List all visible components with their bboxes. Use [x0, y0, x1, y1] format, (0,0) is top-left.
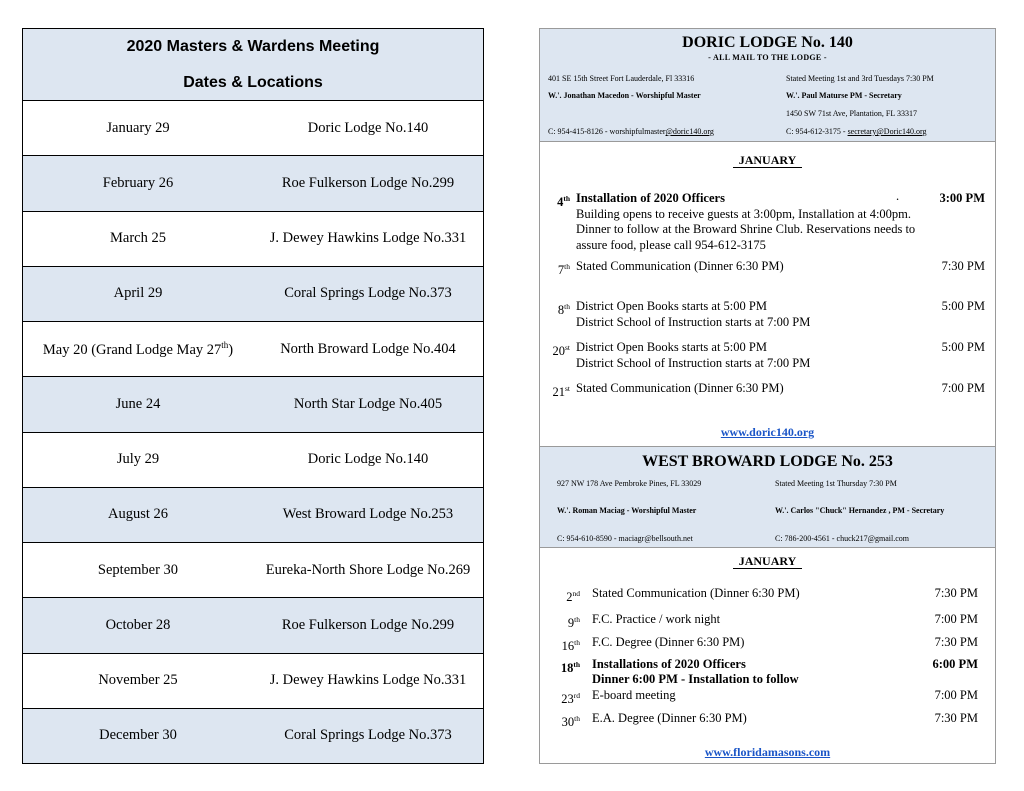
table-row	[23, 377, 483, 432]
west-master-contact: C: 954-610-8590 - maciagr@bellsouth.net	[557, 534, 693, 543]
event-description: E.A. Degree (Dinner 6:30 PM)	[592, 711, 747, 725]
event-day	[540, 340, 570, 360]
event-description: Stated Communication (Dinner 6:30 PM)	[592, 586, 800, 600]
doric-master-contact	[548, 127, 714, 136]
west-month-heading	[540, 554, 995, 569]
meeting-schedule-table	[22, 28, 484, 764]
doric-secretary-address: 1450 SW 71st Ave, Plantation, FL 33317	[786, 109, 917, 118]
event-day	[540, 299, 570, 319]
row-date: March 25	[110, 230, 166, 247]
event-day-sup: nd	[572, 589, 580, 598]
doric-secretary-contact	[786, 127, 927, 136]
row-date: January 29	[106, 119, 170, 136]
west-broward-lodge-header	[540, 446, 995, 548]
row-date: September 30	[97, 561, 179, 578]
event-title: Installations of 2020 Officers	[592, 657, 746, 671]
row-location: Coral Springs Lodge No.373	[284, 727, 452, 744]
doric-event	[540, 191, 985, 253]
doric-master-email[interactable]: @doric140.org	[665, 127, 714, 136]
event-day-num: 4	[557, 195, 564, 210]
event-description: F.C. Degree (Dinner 6:30 PM)	[592, 635, 745, 649]
west-stated-meeting: Stated Meeting 1st Thursday 7:30 PM	[775, 479, 897, 488]
event-title: District Open Books starts at 5:00 PM	[576, 299, 767, 313]
event-day	[540, 191, 570, 211]
event-day-sup: th	[564, 302, 570, 311]
table-row	[23, 433, 483, 488]
row-date	[23, 340, 253, 359]
event-day-sup: th	[573, 660, 580, 669]
event-day-num: 30	[561, 715, 575, 730]
row-date: October 28	[105, 616, 171, 633]
west-event	[550, 688, 978, 706]
event-detail: Dinner 6:00 PM - Installation to follow	[592, 671, 799, 686]
event-day	[550, 688, 580, 708]
row-location: Doric Lodge No.140	[307, 119, 429, 136]
doric-event	[540, 299, 985, 333]
doric-master-phone: C: 954-415-8126 - worshipfulmaster	[548, 127, 666, 136]
event-day-sup: st	[564, 343, 570, 352]
row-date: December 30	[99, 727, 177, 744]
event-day	[540, 381, 570, 401]
event-description: Stated Communication (Dinner 6:30 PM)	[576, 259, 784, 273]
doric-lodge-header	[540, 29, 995, 142]
row-date: February 26	[102, 174, 174, 191]
event-time: 6:00 PM	[932, 657, 978, 671]
event-day-sup: th	[564, 262, 570, 271]
doric-secretary-email[interactable]: secretary@Doric140.org	[847, 127, 927, 136]
row-location: J. Dewey Hawkins Lodge No.331	[269, 230, 467, 247]
doric-month-label: JANUARY	[733, 153, 803, 168]
row-date-end: )	[228, 341, 234, 358]
table-body	[23, 101, 483, 763]
doric-event	[540, 340, 985, 374]
event-day-sup: th	[563, 194, 570, 203]
row-location: Roe Fulkerson Lodge No.299	[281, 616, 455, 633]
west-address: 927 NW 178 Ave Pembroke Pines, FL 33029	[557, 479, 702, 488]
row-location: J. Dewey Hawkins Lodge No.331	[269, 672, 467, 689]
table-row	[23, 709, 483, 763]
row-date: August 26	[107, 506, 169, 523]
event-detail: District School of Instruction starts at 7:00 PM	[576, 314, 811, 329]
west-event	[550, 711, 978, 729]
row-date-text: May 20 (Grand Lodge May 27	[42, 341, 222, 358]
west-lodge-title: WEST BROWARD LODGE No. 253	[642, 453, 893, 470]
row-location: Roe Fulkerson Lodge No.299	[281, 174, 455, 191]
west-secretary-contact: C: 786-200-4561 - chuck217@gmail.com	[775, 534, 910, 543]
event-day-num: 21	[552, 385, 565, 400]
event-description	[592, 657, 962, 686]
table-row	[23, 598, 483, 653]
event-title: Installation of 2020 Officers	[576, 191, 725, 205]
event-day-num: 23	[561, 692, 574, 707]
row-location: Doric Lodge No.140	[307, 451, 429, 468]
event-description	[576, 191, 946, 253]
event-time: 5:00 PM	[941, 340, 985, 354]
table-row	[23, 156, 483, 211]
row-location: West Broward Lodge No.253	[282, 506, 454, 523]
doric-stated-meeting: Stated Meeting 1st and 3rd Tuesdays 7:30 PM	[786, 74, 934, 83]
event-day	[550, 657, 580, 677]
event-day-num: 20	[552, 344, 565, 359]
event-detail: District School of Instruction starts at 7:00 PM	[576, 355, 811, 370]
event-day-num: 9	[567, 616, 575, 631]
event-day-num: 2	[566, 590, 573, 605]
table-row	[23, 654, 483, 709]
event-day-num: 8	[557, 303, 565, 318]
event-detail: Building opens to receive guests at 3:00pm, Installation at 4:00pm. Dinner to follow at the Broward Shrine Club. Reservations needs to assure food, please call 954-612-3175	[576, 206, 916, 252]
doric-secretary-phone: C: 954-612-3175 -	[786, 127, 848, 136]
event-day-num: 7	[557, 263, 565, 278]
row-location: North Broward Lodge No.404	[280, 340, 456, 357]
event-day-sup: th	[574, 714, 580, 723]
doric-website-link[interactable]: www.doric140.org	[720, 425, 815, 439]
table-header	[23, 29, 483, 101]
doric-address: 401 SE 15th Street Fort Lauderdale, Fl 33316	[548, 74, 695, 83]
event-title: District Open Books starts at 5:00 PM	[576, 340, 767, 354]
west-event	[550, 612, 978, 630]
table-row	[23, 212, 483, 267]
event-day	[550, 711, 580, 731]
row-location: North Star Lodge No.405	[293, 395, 443, 412]
row-location: Coral Springs Lodge No.373	[284, 285, 452, 302]
event-time: 7:00 PM	[934, 612, 978, 626]
event-time: 7:00 PM	[941, 381, 985, 395]
event-description	[576, 299, 946, 330]
event-day	[550, 635, 580, 655]
west-month-label: JANUARY	[733, 554, 803, 569]
west-website-link[interactable]: www.floridamasons.com	[704, 745, 831, 759]
event-day	[550, 612, 580, 632]
table-row	[23, 267, 483, 322]
event-time: 3:00 PM	[939, 191, 985, 205]
doric-lodge-title: DORIC LODGE No. 140	[682, 34, 853, 51]
event-day-num: 16	[561, 639, 575, 654]
event-description: E-board meeting	[592, 688, 676, 702]
event-day-num: 18	[560, 661, 574, 676]
west-event	[550, 657, 978, 689]
event-description: Stated Communication (Dinner 6:30 PM)	[576, 381, 784, 395]
event-day	[550, 586, 580, 606]
event-description: F.C. Practice / work night	[592, 612, 721, 626]
event-day-sup: th	[574, 638, 580, 647]
doric-secretary: W.'. Paul Maturse PM - Secretary	[786, 91, 902, 100]
west-event	[550, 635, 978, 653]
event-time: 7:30 PM	[941, 259, 985, 273]
row-location: Eureka-North Shore Lodge No.269	[265, 561, 471, 578]
event-day-sup: rd	[573, 691, 580, 700]
doric-event	[540, 259, 985, 277]
event-time: 7:30 PM	[934, 635, 978, 649]
doric-month-heading	[540, 153, 995, 168]
table-row	[23, 488, 483, 543]
event-time: 7:30 PM	[934, 711, 978, 725]
event-time: 7:00 PM	[934, 688, 978, 702]
event-description	[576, 340, 946, 371]
row-date: November 25	[98, 672, 178, 689]
table-row	[23, 322, 483, 377]
row-date: April 29	[113, 285, 163, 302]
table-title: 2020 Masters & Wardens Meeting	[126, 37, 380, 55]
row-date-sup: th	[221, 339, 229, 350]
west-master: W.'. Roman Maciag - Worshipful Master	[557, 506, 697, 515]
row-date: June 24	[115, 395, 161, 412]
event-dot: .	[896, 189, 900, 203]
event-time: 7:30 PM	[934, 586, 978, 600]
doric-event	[540, 381, 985, 399]
event-day	[540, 259, 570, 279]
event-day-sup: st	[564, 384, 570, 393]
event-time: 5:00 PM	[941, 299, 985, 313]
west-secretary: W.'. Carlos "Chuck" Hernandez , PM - Secretary	[775, 506, 945, 515]
doric-lodge-subtitle: - ALL MAIL TO THE LODGE -	[708, 53, 827, 62]
event-day-sup: th	[574, 615, 580, 624]
lodge-calendar-panel	[539, 28, 996, 764]
doric-master: W.'. Jonathan Macedon - Worshipful Master	[548, 91, 701, 100]
table-row	[23, 101, 483, 156]
table-subtitle: Dates & Locations	[183, 73, 323, 91]
row-date: July 29	[116, 451, 160, 468]
table-row	[23, 543, 483, 598]
west-event	[550, 586, 978, 604]
